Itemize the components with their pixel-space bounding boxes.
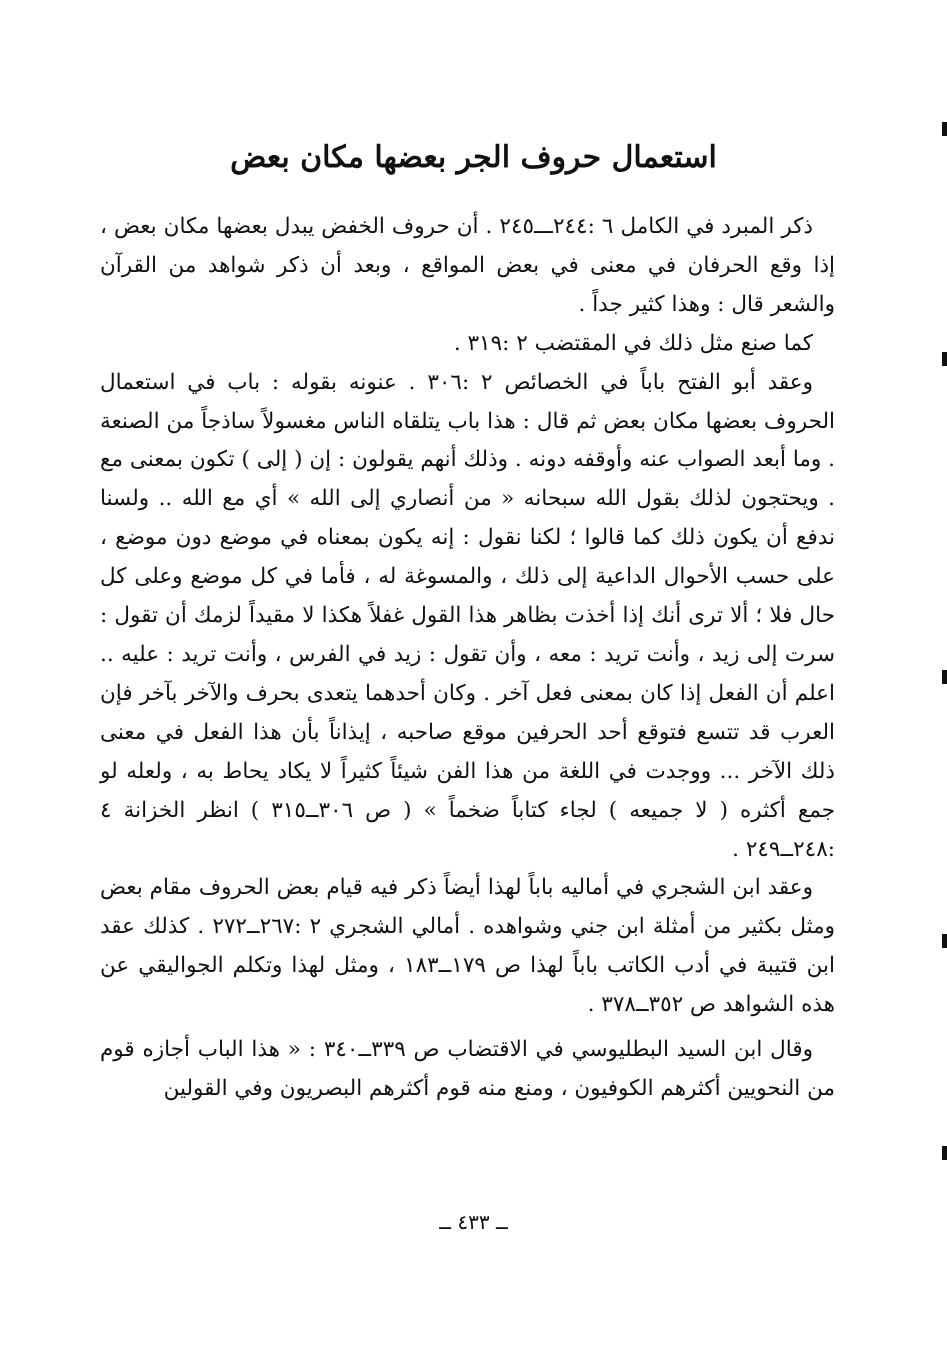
- paragraph-5: وقال ابن السيد البطليوسي في الاقتضاب ص ٣٣٩ــ٣٤٠ : « هذا الباب أجازه قوم من النحويين أكثرهم الكوفيون ، ومنع منه قوم أكثرهم البصريون وفي القولين: [100, 1037, 835, 1101]
- edge-mark: [942, 122, 947, 136]
- edge-mark: [942, 670, 947, 684]
- paragraph-4: وعقد ابن الشجري في أماليه باباً لهذا أيضاً ذكر فيه قيام بعض الحروف مقام بعض ومثل بكثير من أمثلة ابن جني وشواهده . أمالي الشجري ٢ :٢٦٧ــ٢٧٢ . كذلك عقد ابن قتيبة في أدب الكاتب باباً لهذا ص ١٧٩ــ١٨٣ ، ومثل لهذا وتكلم الجواليقي عن هذه الشواهد ص ٣٥٢ــ٣٧٨ .: [100, 875, 836, 1018]
- edge-mark: [942, 1146, 947, 1160]
- paragraph-3: وعقد أبو الفتح باباً في الخصائص ٢ :٣٠٦ . عنونه بقوله : باب في استعمال الحروف بعضها مكان بعض ثم قال : هذا باب يتلقاه الناس مغسولاً ساذجاً من الصنعة . وما أبعد الصواب عنه وأوقفه دونه . وذلك أنهم يقولون : إن ( إلى ) تكون بمعنى مع . ويحتجون لذلك بقول الله سبحانه « من أنصاري إلى الله » أي مع الله .. ولسنا ندفع أن يكون ذلك كما قالوا ؛ لكنا نقول : إنه يكون بمعناه في موضع دون موضع ، على حسب الأحوال الداعية إلى ذلك ، والمسوغة له ، فأما في كل موضع وعلى كل حال فلا ؛ ألا ترى أنك إذا أخذت بظاهر هذا القول غفلاً هكذا لا مقيداً لزمك أن تقول : سرت إلى زيد ، وأنت تريد : معه ، وأن تقول : زيد في الفرس ، وأنت تريد : عليه .. اعلم أن الفعل إذا كان بمعنى فعل آخر . وكان أحدهما يتعدى بحرف والآخر بآخر فإن العرب قد تتسع فتوقع أحد الحرفين موقع صاحبه ، إيذاناً بأن هذا الفعل في معنى ذلك الآخر ... ووجدت في اللغة من هذا الفن شيئاً كثيراً لا يكاد يحاط به ، ولعله لو جمع أكثره ( لا جميعه ) لجاء كتاباً ضخماً » ( ص ٣٠٦ــ٣١٥ ) انظر الخزانة ٤ :٢٤٨ــ٢٤٩ .: [100, 369, 835, 862]
- paragraph-1: ذكر المبرد في الكامل ٦ :٢٤٤ـــ٢٤٥ . أن حروف الخفض يبدل بعضها مكان بعض ، إذا وقع الحرفان في معنى في بعض المواقع ، وبعد أن ذكر شواهد من القرآن والشعر قال : وهذا كثير جداً .: [100, 214, 835, 317]
- paragraph-2: كما صنع مثل ذلك في المقتضب ٢ :٣١٩ .: [453, 330, 813, 356]
- page-number: ــ ٤٣٣ ــ: [439, 1210, 508, 1234]
- chapter-title: استعمال حروف الجر بعضها مكان بعض: [230, 140, 717, 175]
- edge-mark: [942, 352, 947, 366]
- edge-mark: [942, 934, 947, 948]
- body-text: [100, 208, 835, 1109]
